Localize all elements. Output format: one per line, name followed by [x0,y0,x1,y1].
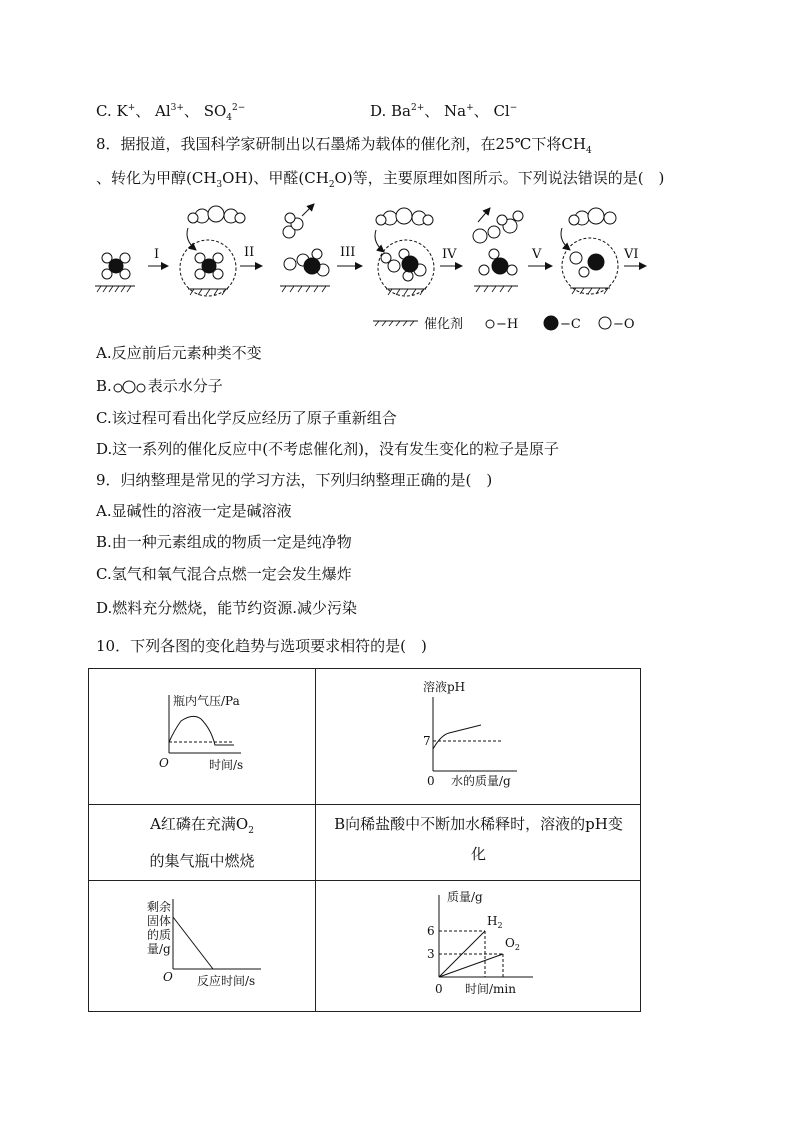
graph-c [89,881,315,1012]
step-label: III [340,245,356,260]
q9-option-a: A.显碱性的溶液一定是碱溶液 [96,502,292,520]
graph-d-tick-3: 3 [427,947,435,961]
graph-c-xlabel: 反应时间/s [197,974,256,988]
step-label: I [154,247,160,262]
graph-d-tick-6: 6 [427,924,435,938]
q8-option-b: B. 表示水分子 [96,377,223,395]
legend-catalyst: 催化剂 [424,317,464,332]
q9-option-d: D.燃料充分燃烧，能节约资源.减少污染 [96,599,358,617]
q9-option-b: B.由一种元素组成的物质一定是纯净物 [96,533,352,551]
q10-stem: 10．下列各图的变化趋势与选项要求相符的是( ) [96,637,427,655]
q8-stem-line1: 8．据报道，我国科学家研制出以石墨烯为载体的催化剂，在25℃下将$CH_4$ [96,135,592,156]
q9-option-c: C.氢气和氧气混合点燃一定会发生爆炸 [96,565,352,583]
graph-b-xlabel: 水的质量/g [451,774,511,788]
graph-a-xlabel: 时间/s [209,758,244,772]
graph-b-tick-7: 7 [423,734,431,748]
legend-c: −C [560,317,581,332]
step-label: VI [624,247,639,262]
water-molecule-icon [112,380,148,394]
q8-reaction-diagram [90,196,660,338]
legend-o: −O [613,317,635,332]
graph-a-ylabel: 瓶内气压/Pa [173,694,240,708]
step-label: V [532,247,542,262]
graph-c-ylabel-line2: 固体 [147,914,172,928]
graph-c-origin: O [163,970,173,984]
caption-b: B向稀盐酸中不断加水稀释时，溶液的pH变 化 [334,815,623,863]
q8-option-d: D.这一系列的催化反应中(不考虑催化剂)，没有发生变化的粒子是原子 [96,440,559,458]
graph-b [315,669,642,804]
graph-c-ylabel-line3: 的质 [147,928,172,942]
q9-stem: 9．归纳整理是常见的学习方法，下列归纳整理正确的是( ) [96,471,493,489]
graph-c-ylabel-line4: 量/g [147,942,171,956]
q8-option-a: A.反应前后元素种类不变 [96,344,262,362]
graph-d [315,881,642,1012]
graph-a-origin: O [159,756,169,770]
graph-d-ylabel: 质量/g [447,890,483,904]
q10-options-table [88,668,641,1012]
legend-h: −H [496,317,519,332]
caption-a: A红磷在充满$O_2$ 的集气瓶中燃烧 [149,815,255,870]
q7-option-d: D. $Ba^{2+}$、 Na+、 Cl− [370,102,518,120]
graph-a [89,669,315,804]
graph-d-series-h2: $H_2$ [487,914,503,930]
q7-option-c: C. K+、 $Al^{3+}$、 $SO_4^{2-}$ [96,102,246,123]
step-label: II [244,245,255,260]
graph-b-origin: 0 [427,774,435,788]
step-label: IV [442,247,457,262]
q8-option-c: C.该过程可看出化学反应经历了原子重新组合 [96,409,397,427]
graph-d-origin: 0 [435,982,443,996]
graph-b-ylabel: 溶液pH [423,680,466,694]
graph-c-ylabel-line1: 剩余 [147,900,172,914]
graph-d-xlabel: 时间/min [465,982,516,996]
graph-d-series-o2: $O_2$ [505,936,520,952]
q8-stem-line2: 、转化为甲醇$(CH_3OH)$、甲醛$(CH_2O)$等，主要原理如图所示。下列说法错误的是( ) [96,169,665,190]
